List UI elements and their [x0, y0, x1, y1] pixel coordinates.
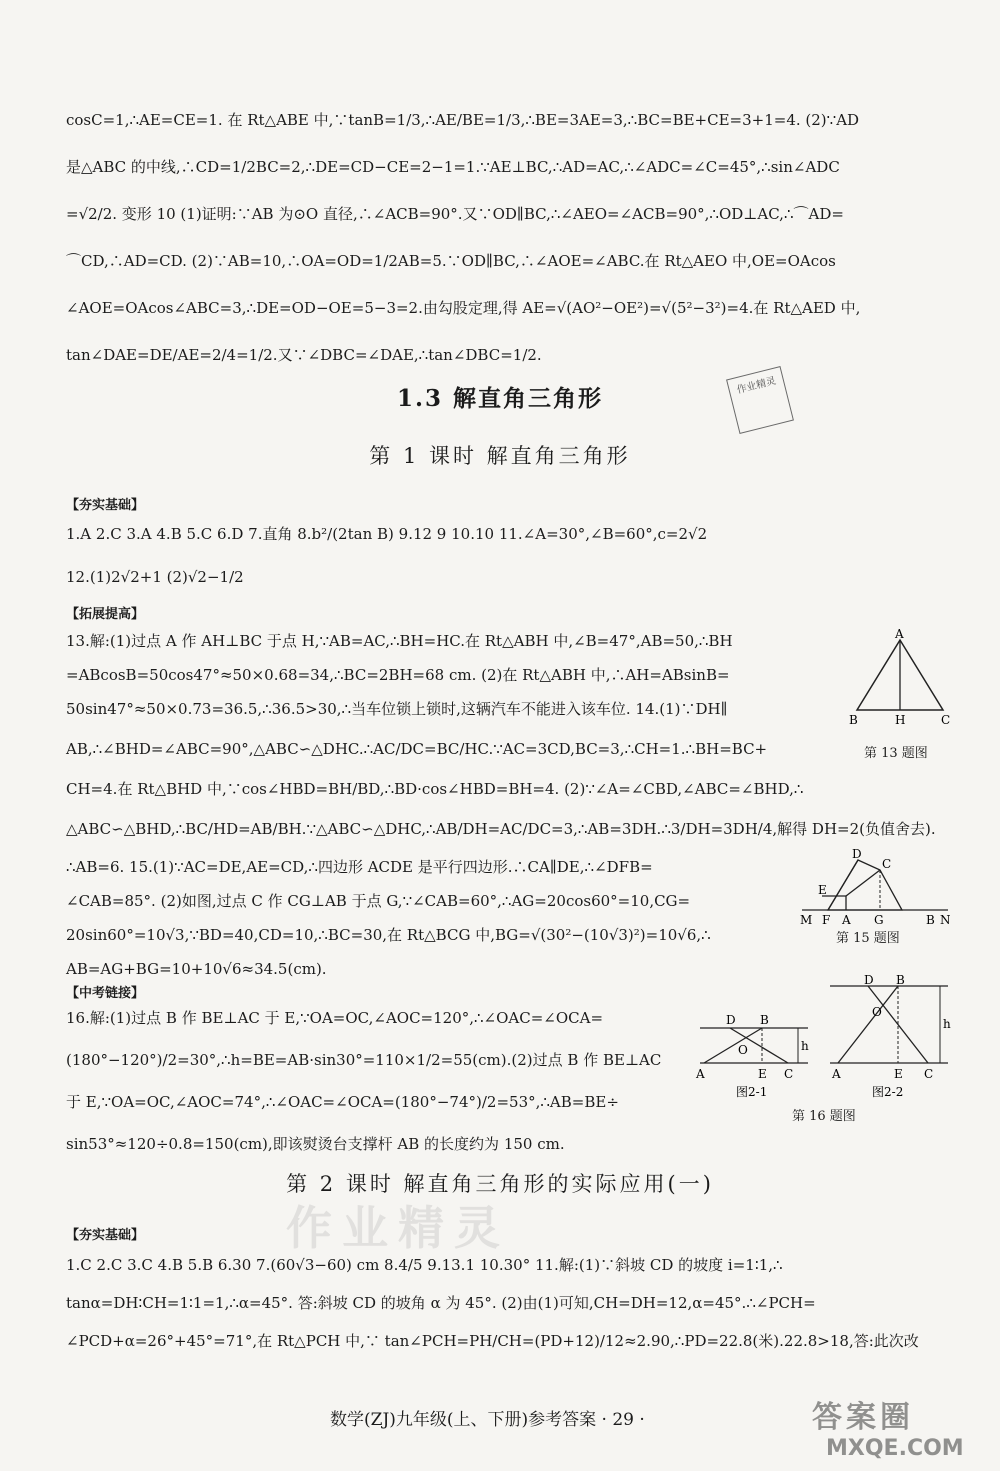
fig16-sub1: 图2-1	[736, 1085, 768, 1099]
text-line: ∠AOE=OAcos∠ABC=3,∴DE=OD−OE=5−3=2.由勾股定理,得 AE=√(AO²−OE²)=√(5²−3²)=4.在 Rt△AED 中,	[66, 299, 861, 317]
text-line: CH=4.在 Rt△BHD 中,∵cos∠HBD=BH/BD,∴BD·cos∠HBD=BH=4. (2)∵∠A=∠CBD,∠ABC=∠BHD,∴	[66, 780, 804, 798]
figure-16-caption: 第 16 题图	[792, 1109, 856, 1124]
figure-13	[845, 628, 955, 738]
watermark-url: MXQE.COM	[826, 1436, 964, 1461]
fig15-label: D	[852, 847, 862, 861]
figure-16	[690, 973, 960, 1101]
fig15-label: B	[926, 913, 935, 927]
text-line: tanα=DH∶CH=1∶1=1,∴α=45°. 答:斜坡 CD 的坡角 α 为 45°. (2)由(1)可知,CH=DH=12,α=45°.∴∠PCH=	[66, 1294, 816, 1312]
bottom-watermark	[812, 1392, 992, 1462]
fig16a-label: O	[738, 1043, 748, 1057]
fig15-label: G	[874, 913, 884, 927]
figure-15-caption: 第 15 题图	[836, 931, 900, 946]
text-line: △ABC∽△BHD,∴BC/HD=AB/BH.∵△ABC∽△DHC,∴AB/DH=AC/DC=3,∴AB=3DH.∴3/DH=3DH/4,解得 DH=2(负值舍去).	[66, 820, 936, 838]
section-title: 1.3 解直角三角形	[396, 385, 604, 412]
fig16a-label: C	[784, 1067, 794, 1081]
fig16b-label: h	[943, 1017, 951, 1031]
text-line: ∠CAB=85°. (2)如图,过点 C 作 CG⊥AB 于点 G,∵∠CAB=60°,∴AG=20cos60°=10,CG=	[66, 892, 691, 910]
fig13-label: B	[849, 713, 858, 727]
text-line: tan∠DAE=DE/AE=2/4=1/2.又∵∠DBC=∠DAE,∴tan∠DBC=1/2.	[66, 346, 542, 364]
fig16b-label: D	[864, 973, 874, 987]
text-line: AB,∴∠BHD=∠ABC=90°,△ABC∽△DHC.∴AC/DC=BC/HC.∵AC=3CD,BC=3,∴CH=1.∴BH=BC+	[66, 740, 768, 758]
exam-answers	[66, 1000, 686, 1162]
stamp-text: 作业精灵	[735, 375, 778, 397]
section-label-exam: 【中考链接】	[66, 986, 145, 1001]
text-line: =ABcosB=50cos47°≈50×0.68=34,∴BC=2BH=68 cm. (2)在 Rt△ABH 中,∴AH=ABsinB=	[66, 666, 730, 684]
fig13-label: H	[895, 713, 906, 727]
section-label-basic-2: 【夯实基础】	[66, 1228, 145, 1243]
text-line: 于 E,∵OA=OC,∠AOC=74°,∴∠OAC=∠OCA=(180°−74°)/2=53°,∴AB=BE÷	[66, 1093, 619, 1111]
fig13-label: A	[895, 627, 904, 641]
text-line: AB=AG+BG=10+10√6≈34.5(cm).	[66, 960, 327, 978]
fig16b-label: C	[924, 1067, 934, 1081]
intro-paragraph	[66, 102, 946, 374]
text-line: ∠PCD+α=26°+45°=71°,在 Rt△PCH 中,∵ tan∠PCH=PH/CH=(PD+12)/12≈2.90,∴PD=22.8(米).22.8>18,答:此次改	[66, 1332, 919, 1350]
fig13-label: C	[941, 713, 951, 727]
lesson-2-title: 第 2 课时 解直角三角形的实际应用(一)	[286, 1172, 714, 1196]
fig16b-label: A	[832, 1067, 841, 1081]
figure-15	[798, 848, 953, 928]
figure-16-part-1	[695, 1013, 809, 1081]
fig15-label: C	[882, 857, 892, 871]
basic-answers	[66, 516, 946, 596]
fig16a-label: E	[758, 1067, 767, 1081]
text-line: ⌒CD,∴AD=CD. (2)∵AB=10,∴OA=OD=1/2AB=5.∵OD∥BC,∴∠AOE=∠ABC.在 Rt△AEO 中,OE=OAcos	[66, 252, 836, 270]
text-line: 1.C 2.C 3.C 4.B 5.B 6.30 7.(60√3−60) cm 8.4/5 9.13.1 10.30° 11.解:(1)∵斜坡 CD 的坡度 i=1∶1,∴	[66, 1256, 783, 1274]
figure-13-caption: 第 13 题图	[864, 746, 928, 761]
text-line: cosC=1,∴AE=CE=1. 在 Rt△ABE 中,∵tanB=1/3,∴AE/BE=1/3,∴BE=3AE=3,∴BC=BE+CE=3+1=4. (2)∵AD	[66, 111, 860, 129]
fig15-label: N	[940, 913, 951, 927]
fig16b-label: O	[872, 1005, 882, 1019]
fig15-label: F	[822, 913, 831, 927]
fig16a-label: h	[801, 1039, 809, 1053]
fig16a-label: D	[726, 1013, 736, 1027]
section-label-basic: 【夯实基础】	[66, 498, 145, 513]
text-line: 50sin47°≈50×0.73=36.5,∴36.5>30,∴当车位锁上锁时,这辆汽车不能进入该车位. 14.(1)∵DH∥	[66, 700, 728, 718]
text-line: 16.解:(1)过点 B 作 BE⊥AC 于 E,∵OA=OC,∠AOC=120°,∴∠OAC=∠OCA=	[66, 1009, 604, 1027]
figure-16-part-2	[830, 973, 951, 1081]
text-line: 是△ABC 的中线,∴CD=1/2BC=2,∴DE=CD−CE=2−1=1.∵AE⊥BC,∴AD=AC,∴∠ADC=∠C=45°,∴sin∠ADC	[66, 158, 840, 176]
text-line: =√2/2. 变形 10 (1)证明:∵AB 为⊙O 直径,∴∠ACB=90°.又∵OD∥BC,∴∠AEO=∠ACB=90°,∴OD⊥AC,∴⌒AD=	[66, 205, 844, 223]
text-line: 12.(1)2√2+1 (2)√2−1/2	[66, 568, 244, 586]
text-line: ∴AB=6. 15.(1)∵AC=DE,AE=CD,∴四边形 ACDE 是平行四边形.∴CA∥DE,∴∠DFB=	[66, 858, 653, 876]
fig16a-label: B	[760, 1013, 769, 1027]
text-line: 1.A 2.C 3.A 4.B 5.C 6.D 7.直角 8.b²/(2tan B) 9.12 9 10.10 11.∠A=30°,∠B=60°,c=2√2	[66, 525, 708, 543]
fig16b-label: E	[894, 1067, 903, 1081]
text-line: 13.解:(1)过点 A 作 AH⊥BC 于点 H,∵AB=AC,∴BH=HC.在 Rt△ABH 中,∠B=47°,AB=50,∴BH	[66, 632, 733, 650]
fig15-label: E	[818, 883, 827, 897]
fig16b-label: B	[896, 973, 905, 987]
page-footer: 数学(ZJ)九年级(上、下册)参考答案 · 29 ·	[330, 1410, 645, 1430]
stamp-image	[726, 366, 794, 434]
fig15-label: M	[800, 913, 813, 927]
watermark-logo-text: 答案圈	[812, 1400, 914, 1435]
basic2-answers	[66, 1248, 946, 1358]
text-line: (180°−120°)/2=30°,∴h=BE=AB·sin30°=110×1/2=55(cm).(2)过点 B 作 BE⊥AC	[66, 1051, 662, 1069]
fig15-label: A	[842, 913, 851, 927]
watermark-mid: 作业精灵	[286, 1201, 510, 1255]
section-label-extend: 【拓展提高】	[66, 607, 145, 622]
text-line: sin53°≈120÷0.8=150(cm),即该熨烫台支撑杆 AB 的长度约为 150 cm.	[66, 1135, 565, 1153]
text-line: 20sin60°=10√3,∵BD=40,CD=10,∴BC=30,在 Rt△BCG 中,BG=√(30²−(10√3)²)=10√6,∴	[66, 926, 711, 944]
lesson-1-title: 第 1 课时 解直角三角形	[369, 444, 631, 468]
fig16a-label: A	[696, 1067, 705, 1081]
fig16-sub2: 图2-2	[872, 1085, 904, 1099]
